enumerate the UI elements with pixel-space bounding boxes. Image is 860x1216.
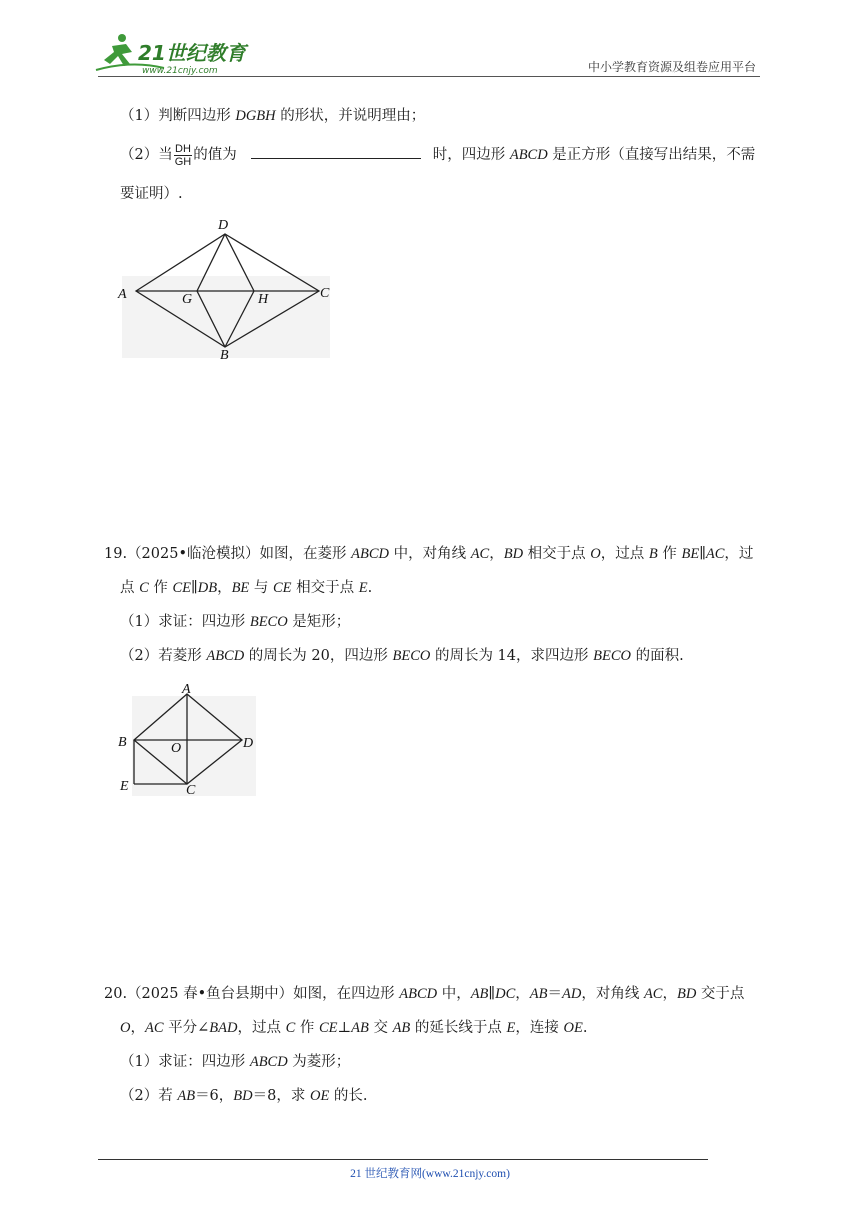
math-var: ABCD — [351, 546, 389, 562]
math-var: CE — [273, 580, 292, 596]
math-var: BECO — [392, 648, 431, 664]
text-run: ＝8，求 — [252, 1088, 310, 1104]
math-var: O — [590, 546, 601, 562]
math-var: BECO — [593, 648, 631, 664]
q18-part1 — [120, 106, 425, 126]
text-run: 的面积. — [630, 648, 684, 664]
text-run: ，连接 — [515, 1020, 564, 1036]
text-run: 的周长为 20，四边形 — [244, 648, 393, 664]
label-b: B — [118, 735, 127, 750]
q18-part2 — [120, 140, 755, 170]
label-c: C — [320, 286, 330, 301]
label-d: D — [243, 736, 254, 751]
q20-line1 — [104, 984, 744, 1004]
math-var: DC — [495, 986, 516, 1002]
text-run: ∥ — [699, 546, 706, 562]
q19-figure — [112, 680, 272, 800]
label-b: B — [220, 348, 229, 363]
label-e: E — [120, 779, 129, 794]
math-var: BD — [233, 1088, 253, 1104]
math-var: BECO — [249, 614, 288, 630]
label-g: G — [182, 292, 193, 307]
text-run: ＝6， — [195, 1088, 234, 1104]
math-var: AC — [643, 986, 663, 1002]
math-var: BE — [231, 580, 250, 596]
text-run: （2）若菱形 — [120, 648, 207, 664]
text-run: . — [582, 1020, 588, 1036]
text-run: 点 — [120, 580, 140, 596]
header-platform-text: 中小学教育资源及组卷应用平台 — [587, 60, 756, 74]
math-var: OE — [563, 1020, 583, 1036]
text-run: 交 — [368, 1020, 393, 1036]
text-run: ，过点 — [237, 1020, 286, 1036]
text-run: 是矩形； — [287, 614, 351, 630]
math-var: CE — [318, 1020, 338, 1036]
q19-line1 — [104, 544, 753, 564]
text-run: 的长. — [329, 1088, 368, 1104]
text-run: ，过 — [724, 546, 754, 562]
text-run: 19.（2025•临沧模拟）如图，在菱形 — [104, 546, 352, 562]
math-var: AC — [144, 1020, 164, 1036]
math-var: E — [358, 580, 368, 596]
q19-part2 — [120, 646, 684, 666]
math-var: E — [506, 1020, 516, 1036]
text-run: ， — [217, 580, 232, 596]
text-run: ，过点 — [600, 546, 649, 562]
text-run: ， — [515, 986, 530, 1002]
label-d: D — [218, 218, 229, 233]
text-run: 作 — [295, 1020, 319, 1036]
math-var: AB — [529, 986, 548, 1002]
text-run: ＝ — [547, 986, 562, 1002]
math-var: AB — [351, 1020, 369, 1036]
text-run: ， — [489, 546, 504, 562]
logo-text: 21世纪教育 — [138, 41, 246, 65]
text-run: （2）若 — [120, 1088, 178, 1104]
q19-part1 — [120, 612, 350, 632]
text-run: 的延长线于点 — [410, 1020, 507, 1036]
q20-part1 — [120, 1052, 350, 1072]
math-var: BD — [503, 546, 524, 562]
label-h: H — [258, 292, 269, 307]
q18-part2-mid: 的值为 — [193, 147, 237, 163]
text-run: 交于点 — [696, 986, 745, 1002]
q18-part1-suffix: 的形状，并说明理由； — [275, 108, 426, 124]
text-run: 作 — [148, 580, 173, 596]
q18-part2-line2: 要证明）. — [120, 186, 183, 202]
label-a: A — [182, 682, 191, 697]
math-var: O — [120, 1020, 131, 1036]
q20-line2 — [120, 1018, 587, 1038]
text-run: 中， — [437, 986, 471, 1002]
text-run: . — [367, 580, 373, 596]
text-run: 为菱形； — [287, 1054, 351, 1070]
math-var: C — [139, 580, 149, 596]
text-run: 作 — [657, 546, 682, 562]
math-var: CE — [172, 580, 192, 596]
text-run: ∥ — [191, 580, 198, 596]
q18-part2-var: ABCD — [509, 147, 548, 163]
text-run: 中，对角线 — [388, 546, 471, 562]
math-var: C — [285, 1020, 296, 1036]
q19-line2 — [120, 578, 372, 598]
text-run: ，对角线 — [581, 986, 644, 1002]
text-run: ， — [662, 986, 677, 1002]
math-var: ABCD — [206, 648, 245, 664]
text-run: 平分∠ — [163, 1020, 210, 1036]
math-var: AB — [177, 1088, 196, 1104]
text-run: ∥ — [488, 986, 496, 1002]
fraction-numerator: DH — [175, 142, 191, 155]
math-var: BE — [681, 546, 700, 562]
q20-part2 — [120, 1086, 368, 1106]
label-c: C — [186, 783, 196, 798]
q18-part1-prefix: （1）判断四边形 — [120, 108, 236, 124]
text-run: ⊥ — [337, 1020, 352, 1036]
site-logo[interactable] — [92, 30, 262, 78]
answer-blank[interactable] — [251, 144, 421, 159]
q18-part2-suffix: 是正方形（直接写出结果，不需 — [547, 147, 756, 163]
math-var: AD — [562, 986, 582, 1002]
figure-background — [132, 696, 256, 796]
label-o: O — [171, 741, 182, 756]
math-var: AB — [392, 1020, 411, 1036]
text-run: （1）求证：四边形 — [120, 614, 250, 630]
math-var: B — [648, 546, 658, 562]
math-var: AB — [470, 986, 489, 1002]
q18-part2-prefix: （2）当 — [120, 147, 173, 163]
math-var: ABCD — [399, 986, 438, 1002]
math-var: DB — [197, 580, 218, 596]
math-var: OE — [309, 1088, 330, 1104]
label-a: A — [118, 287, 127, 302]
math-var: ABCD — [249, 1054, 288, 1070]
footer-link[interactable]: 21 世纪教育网(www.21cnjy.com) — [350, 1168, 510, 1180]
text-run: 相交于点 — [523, 546, 591, 562]
text-run: 相交于点 — [291, 580, 359, 596]
q18-part1-var: DGBH — [235, 108, 276, 124]
header-divider — [98, 76, 760, 77]
math-var: AC — [705, 546, 725, 562]
math-var: AC — [470, 546, 490, 562]
q18-figure — [112, 214, 342, 364]
q18-part2-after: 时，四边形 — [432, 147, 510, 163]
math-var: BD — [676, 986, 697, 1002]
text-run: 与 — [249, 580, 274, 596]
text-run: 20.（2025 春•鱼台县期中）如图，在四边形 — [104, 986, 400, 1002]
math-var: BAD — [209, 1020, 238, 1036]
fraction-denominator: GH — [174, 155, 192, 168]
text-run: 的周长为 14，求四边形 — [430, 648, 594, 664]
runner-logo-icon — [92, 30, 262, 78]
logo-url: www.21cnjy.com — [142, 66, 218, 76]
text-run: ， — [130, 1020, 145, 1036]
footer-divider — [98, 1159, 708, 1160]
fraction-dh-gh — [174, 143, 193, 168]
text-run: （1）求证：四边形 — [120, 1054, 250, 1070]
